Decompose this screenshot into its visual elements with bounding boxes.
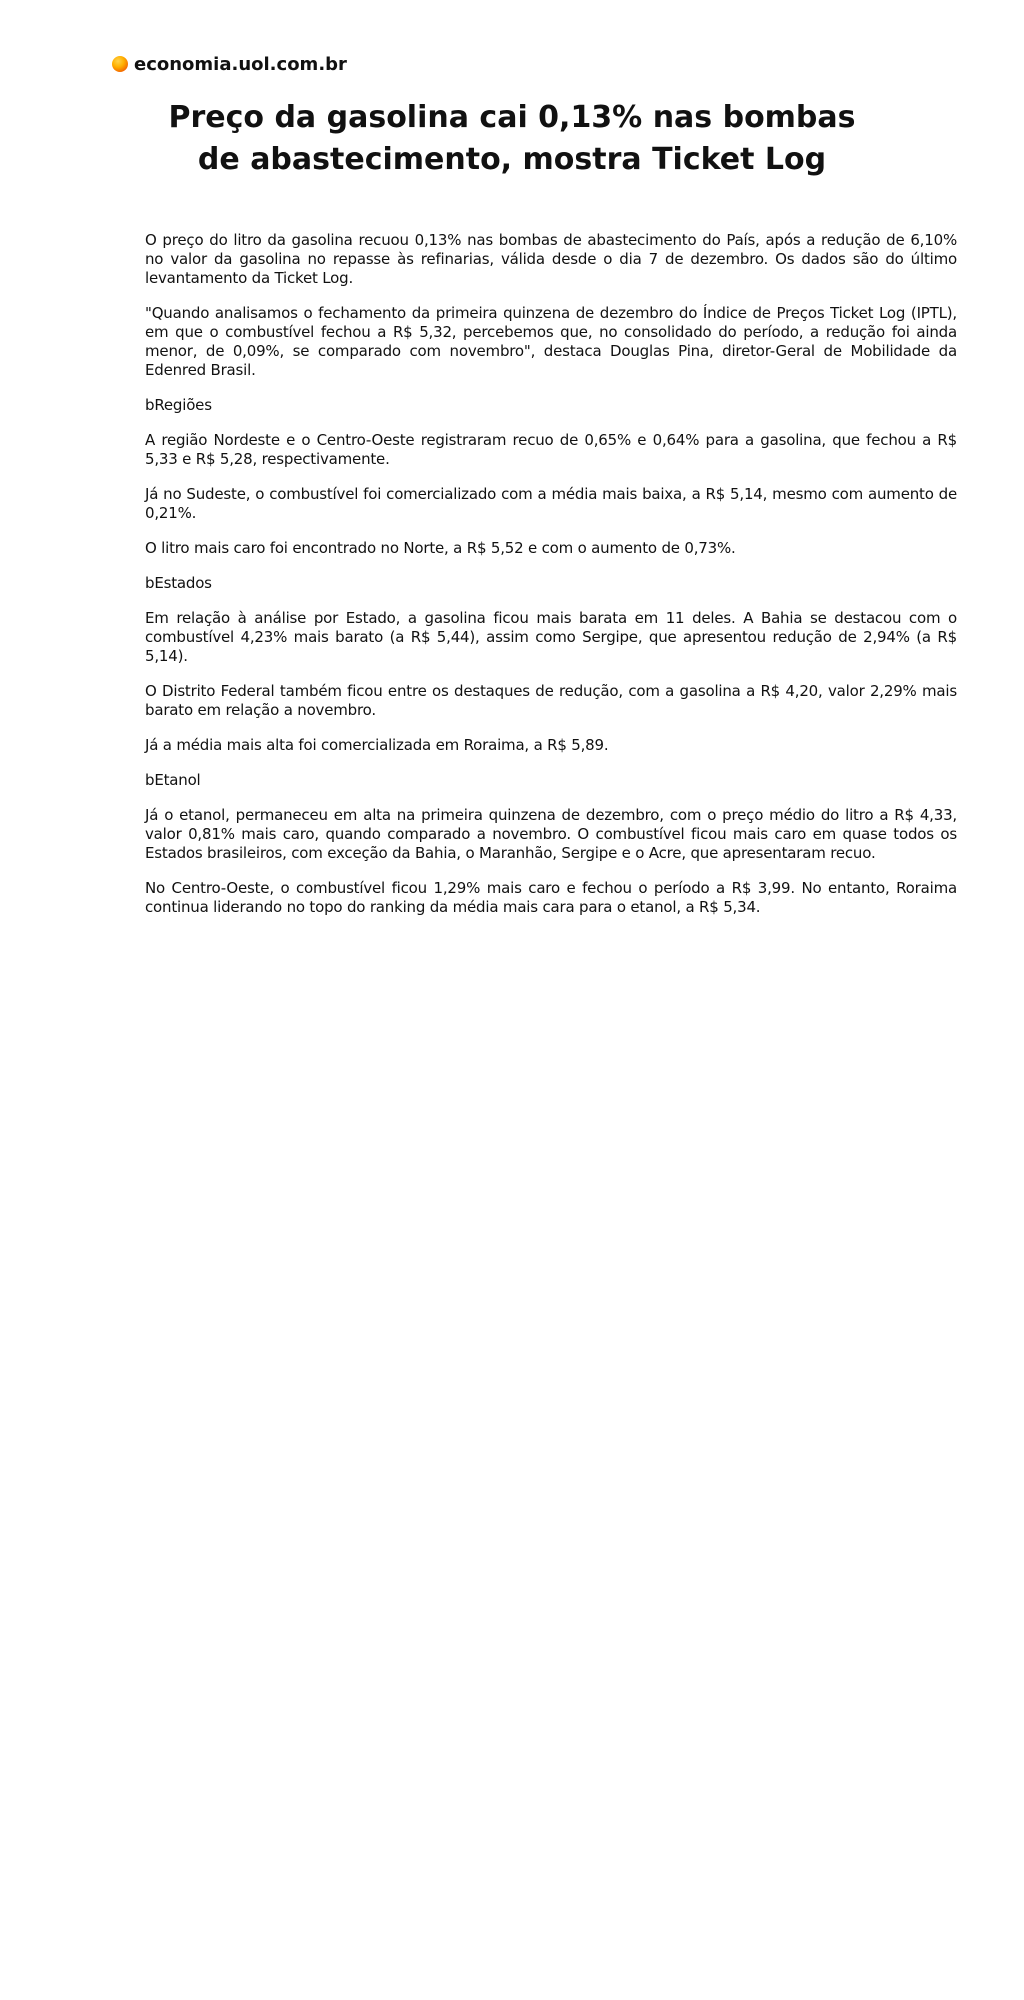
section-heading-regioes: bRegiões [145, 396, 212, 414]
uol-logo-icon [112, 56, 128, 72]
article-paragraph: A região Nordeste e o Centro-Oeste registraram recuo de 0,65% e 0,64% para a gasolina, que fechou a R$ 5,33 e R$ 5,28, respectivamente. [145, 431, 957, 468]
article-paragraph: Em relação à análise por Estado, a gasolina ficou mais barata em 11 deles. A Bahia se destacou com o combustível 4,23% mais barato (a R$ 5,44), assim como Sergipe, que apresentou redução de 2,94% (a R$ 5,14). [145, 609, 957, 665]
article-paragraph: "Quando analisamos o fechamento da primeira quinzena de dezembro do Índice de Preços Ticket Log (IPTL), em que o combustível fechou a R$ 5,32, percebemos que, no consolidado do período, a redução foi ainda menor, de 0,09%, se comparado com novembro", destaca Douglas Pina, diretor-Geral de Mobilidade da Edenred Brasil. [145, 304, 957, 379]
site-domain-label[interactable]: economia.uol.com.br [134, 53, 347, 75]
section-heading-etanol: bEtanol [145, 771, 201, 789]
article-paragraph: Já a média mais alta foi comercializada em Roraima, a R$ 5,89. [145, 736, 609, 754]
article-paragraph: O litro mais caro foi encontrado no Norte, a R$ 5,52 e com o aumento de 0,73%. [145, 539, 736, 557]
article-paragraph: Já no Sudeste, o combustível foi comercializado com a média mais baixa, a R$ 5,14, mesmo com aumento de 0,21%. [145, 485, 957, 522]
site-header [112, 50, 347, 78]
article-body [145, 231, 957, 933]
article-paragraph: O Distrito Federal também ficou entre os destaques de redução, com a gasolina a R$ 4,20, valor 2,29% mais barato em relação a novembro. [145, 682, 957, 719]
article-paragraph: O preço do litro da gasolina recuou 0,13% nas bombas de abastecimento do País, após a redução de 6,10% no valor da gasolina no repasse às refinarias, válida desde o dia 7 de dezembro. Os dados são do último levantamento da Ticket Log. [145, 231, 957, 287]
article-paragraph: No Centro-Oeste, o combustível ficou 1,29% mais caro e fechou o período a R$ 3,99. No entanto, Roraima continua liderando no topo do ranking da média mais cara para o etanol, a R$ 5,34. [145, 879, 957, 916]
section-heading-estados: bEstados [145, 574, 212, 592]
article-title: Preço da gasolina cai 0,13% nas bombas de abastecimento, mostra Ticket Log [168, 100, 856, 177]
article-paragraph: Já o etanol, permaneceu em alta na primeira quinzena de dezembro, com o preço médio do litro a R$ 4,33, valor 0,81% mais caro, quando comparado a novembro. O combustível ficou mais caro em quase todos os Estados brasileiros, com exceção da Bahia, o Maranhão, Sergipe e o Acre, que apresentaram recuo. [145, 806, 957, 862]
